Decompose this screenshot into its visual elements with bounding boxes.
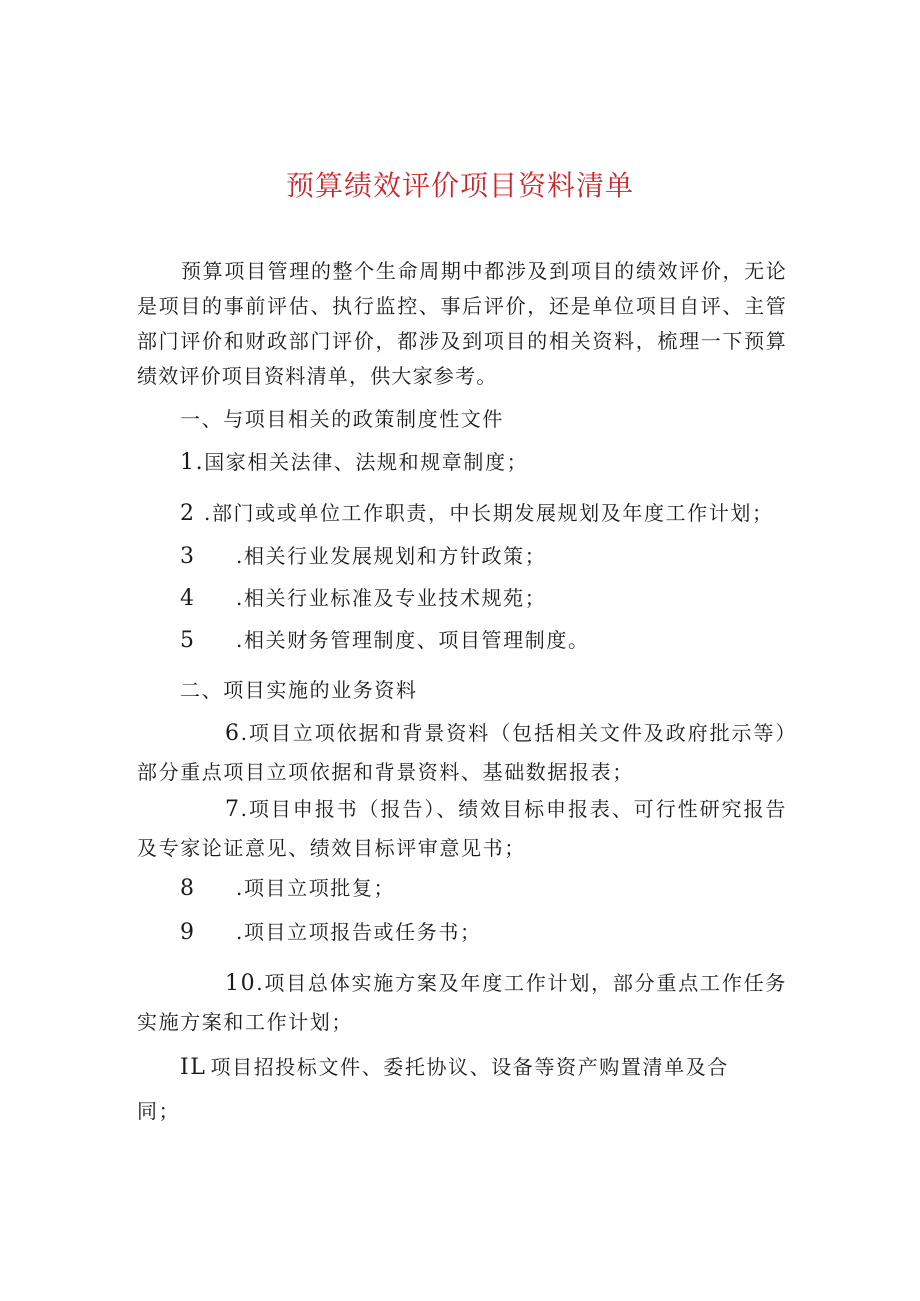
item-text: .项目总体实施方案及年度工作计划，部分重点工作任务实施方案和工作计划； [137, 971, 787, 1034]
list-item [180, 541, 546, 572]
list-item [137, 964, 787, 1041]
list-item [180, 1052, 729, 1083]
item-number: IL [180, 1055, 207, 1080]
section-heading-business: 二、项目实施的业务资料 [180, 678, 418, 702]
item-text: .项目申报书（报告）、绩效目标申报表、可行性研究报告及专家论证意见、绩效目标评审意见书； [137, 797, 787, 860]
document-title: 预算绩效评价项目资料清单 [285, 169, 634, 202]
item-number: 4 [180, 586, 196, 611]
item-number: 7 [225, 797, 241, 822]
list-item [137, 714, 787, 791]
item-text: .相关财务管理制度、项目管理制度。 [236, 628, 590, 652]
item-number: 2 [180, 501, 196, 526]
item-text: .项目立项依据和背景资料（包括相关文件及政府批示等）部分重点项目立项依据和背景资料、基础数据报表； [137, 721, 787, 784]
item-text: 项目招投标文件、委托协议、设备等资产购置清单及合 [210, 1055, 729, 1079]
item-text: .相关行业发展规划和方针政策； [236, 544, 547, 568]
item-text: .部门或或单位工作职责，中长期发展规划及年度工作计划； [204, 501, 774, 525]
list-item [180, 583, 546, 614]
item-text: .项目立项报告或任务书； [236, 920, 482, 944]
list-item [180, 873, 395, 904]
item-number: 6 [225, 721, 241, 746]
section-heading-policy: 一、与项目相关的政策制度性文件 [180, 407, 504, 431]
item-number: 3 [180, 544, 196, 569]
item-number: 10 [225, 971, 257, 996]
item-text: 国家相关法律、法规和规章制度； [204, 450, 529, 474]
list-item [180, 447, 528, 478]
item-number: 1. [180, 450, 205, 475]
item-number: 8 [180, 876, 196, 901]
list-item [137, 790, 787, 867]
item-number: 5 [180, 628, 196, 653]
list-item [180, 917, 482, 948]
item-text: .相关行业标准及专业技术规苑； [236, 586, 547, 610]
list-item [180, 625, 590, 656]
intro-paragraph: 预算项目管理的整个生命周期中都涉及到项目的绩效评价，无论是项目的事前评估、执行监控、事后评价，还是单位项目自评、主管部门评价和财政部门评价，都涉及到项目的相关资料，梳理一下预算绩效评价项目资料清单，供大家参考。 [137, 259, 787, 388]
list-item-continuation [137, 1096, 180, 1126]
list-item [180, 498, 774, 529]
item-text: .项目立项批复； [236, 876, 396, 900]
item-text: 同； [137, 1099, 181, 1123]
item-number: 9 [180, 920, 196, 945]
